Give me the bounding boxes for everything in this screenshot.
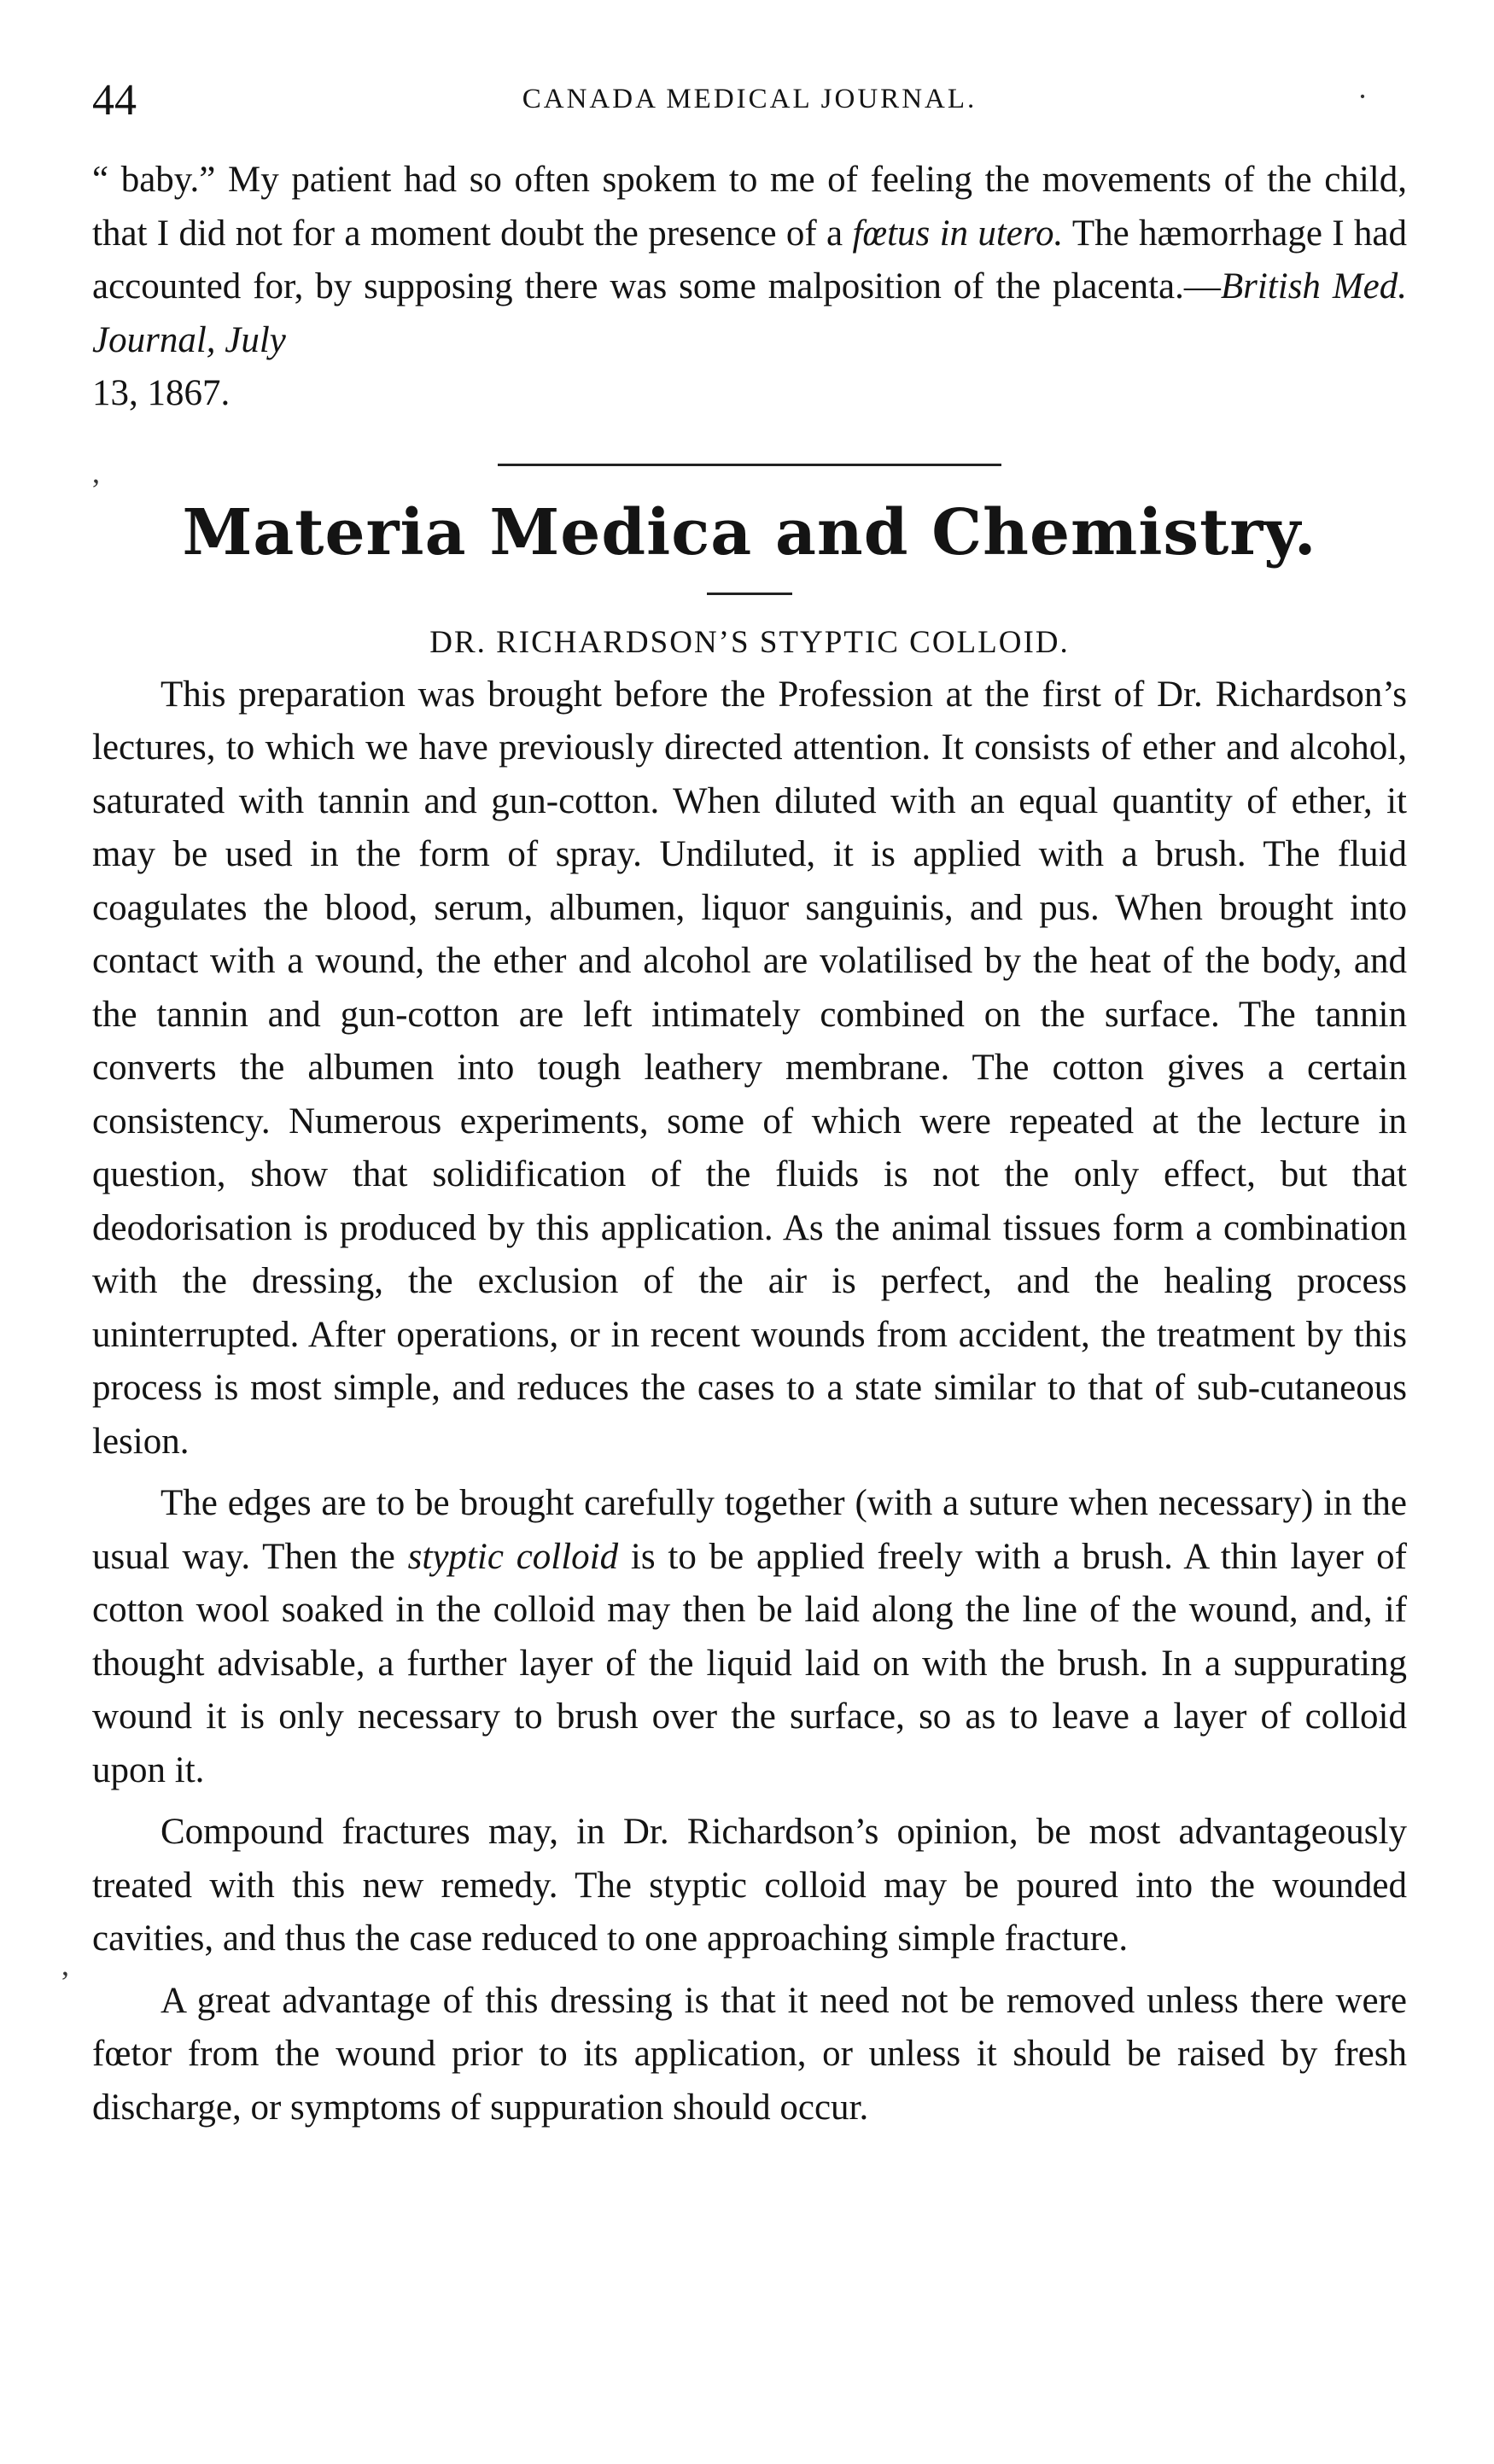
article-paragraph: A great advantage of this dressing is that it need not be removed unless there were fœtor from the wound prior to its application, or unless it should be raised by fresh discharge, or symptoms of suppuration should occur. — [92, 1980, 1407, 2128]
continuation-text: The hæmorrhage I had accounted for, by supposing there was some malposition of the placenta.— — [92, 213, 1407, 307]
continuation-paragraph — [92, 154, 1407, 421]
italic-term: fœtus in utero. — [852, 213, 1064, 254]
page-body — [92, 154, 1407, 2134]
section-divider — [498, 464, 1001, 466]
citation: British Med. Journal, July — [92, 266, 1407, 360]
stray-mark: , — [92, 455, 100, 489]
article-title: DR. RICHARDSON’S STYPTIC COLLOID. — [429, 624, 1070, 660]
italic-term: styptic colloid — [407, 1536, 619, 1577]
article-paragraph — [92, 1477, 1407, 1797]
article-paragraph: Compound fractures may, in Dr. Richardson’s opinion, be most advantageously treated with this new remedy. The styptic colloid may be poured into the wounded cavities, and thus the case reduced to one approaching simple fracture. — [92, 1812, 1407, 1959]
continuation-text: “ baby.” My patient had so often spokem to me of feeling the movements of the child, that I did not for a moment doubt the presence of a — [92, 160, 1407, 254]
citation-date: 13, 1867. — [92, 373, 231, 413]
page-number: 44 — [92, 76, 137, 125]
running-title: CANADA MEDICAL JOURNAL. — [522, 84, 978, 114]
stray-mark: · — [1357, 79, 1368, 114]
page-header — [92, 75, 1407, 126]
section-title: Materia Medica and Chemistry. — [182, 495, 1317, 569]
stray-mark: , — [61, 1947, 69, 1982]
paragraph-text: is to be applied freely with a brush. A thin layer of cotton wool soaked in the colloid may then be laid along the line of the wound, and, if thought advisable, a further layer of the liquid laid on with the brush. In a suppurating wound it is only necessary to brush over the surface, so as to leave a layer of colloid upon it. — [92, 1536, 1407, 1790]
title-divider — [707, 593, 792, 595]
paragraph-text: The edges are to be brought carefully together (with a suture when necessary) in the usual way. Then the — [92, 1483, 1407, 1577]
article-paragraph: This preparation was brought before the Profession at the first of Dr. Richardson’s lectures, to which we have previously directed attention. It consists of ether and alcohol, saturated with tannin and gun-cotton. When diluted with an equal quantity of ether, it may be used in the form of spray. Undiluted, it is applied with a brush. The fluid coagulates the blood, serum, albumen, liquor sanguinis, and pus. When brought into contact with a wound, the ether and alcohol are volatilised by the heat of the body, and the tannin and gun-cotton are left intimately combined on the surface. The tannin converts the albumen into tough leathery membrane. The cotton gives a certain consistency. Numerous experiments, some of which were repeated at the lecture in question, show that solidification of the fluids is not the only effect, but that deodorisation is produced by this application. As the animal tissues form a combination with the dressing, the exclusion of the air is perfect, and the healing process uninterrupted. After operations, or in recent wounds from accident, the treatment by this process is most simple, and reduces the cases to a state similar to that of sub-cutaneous lesion. — [92, 674, 1407, 1462]
